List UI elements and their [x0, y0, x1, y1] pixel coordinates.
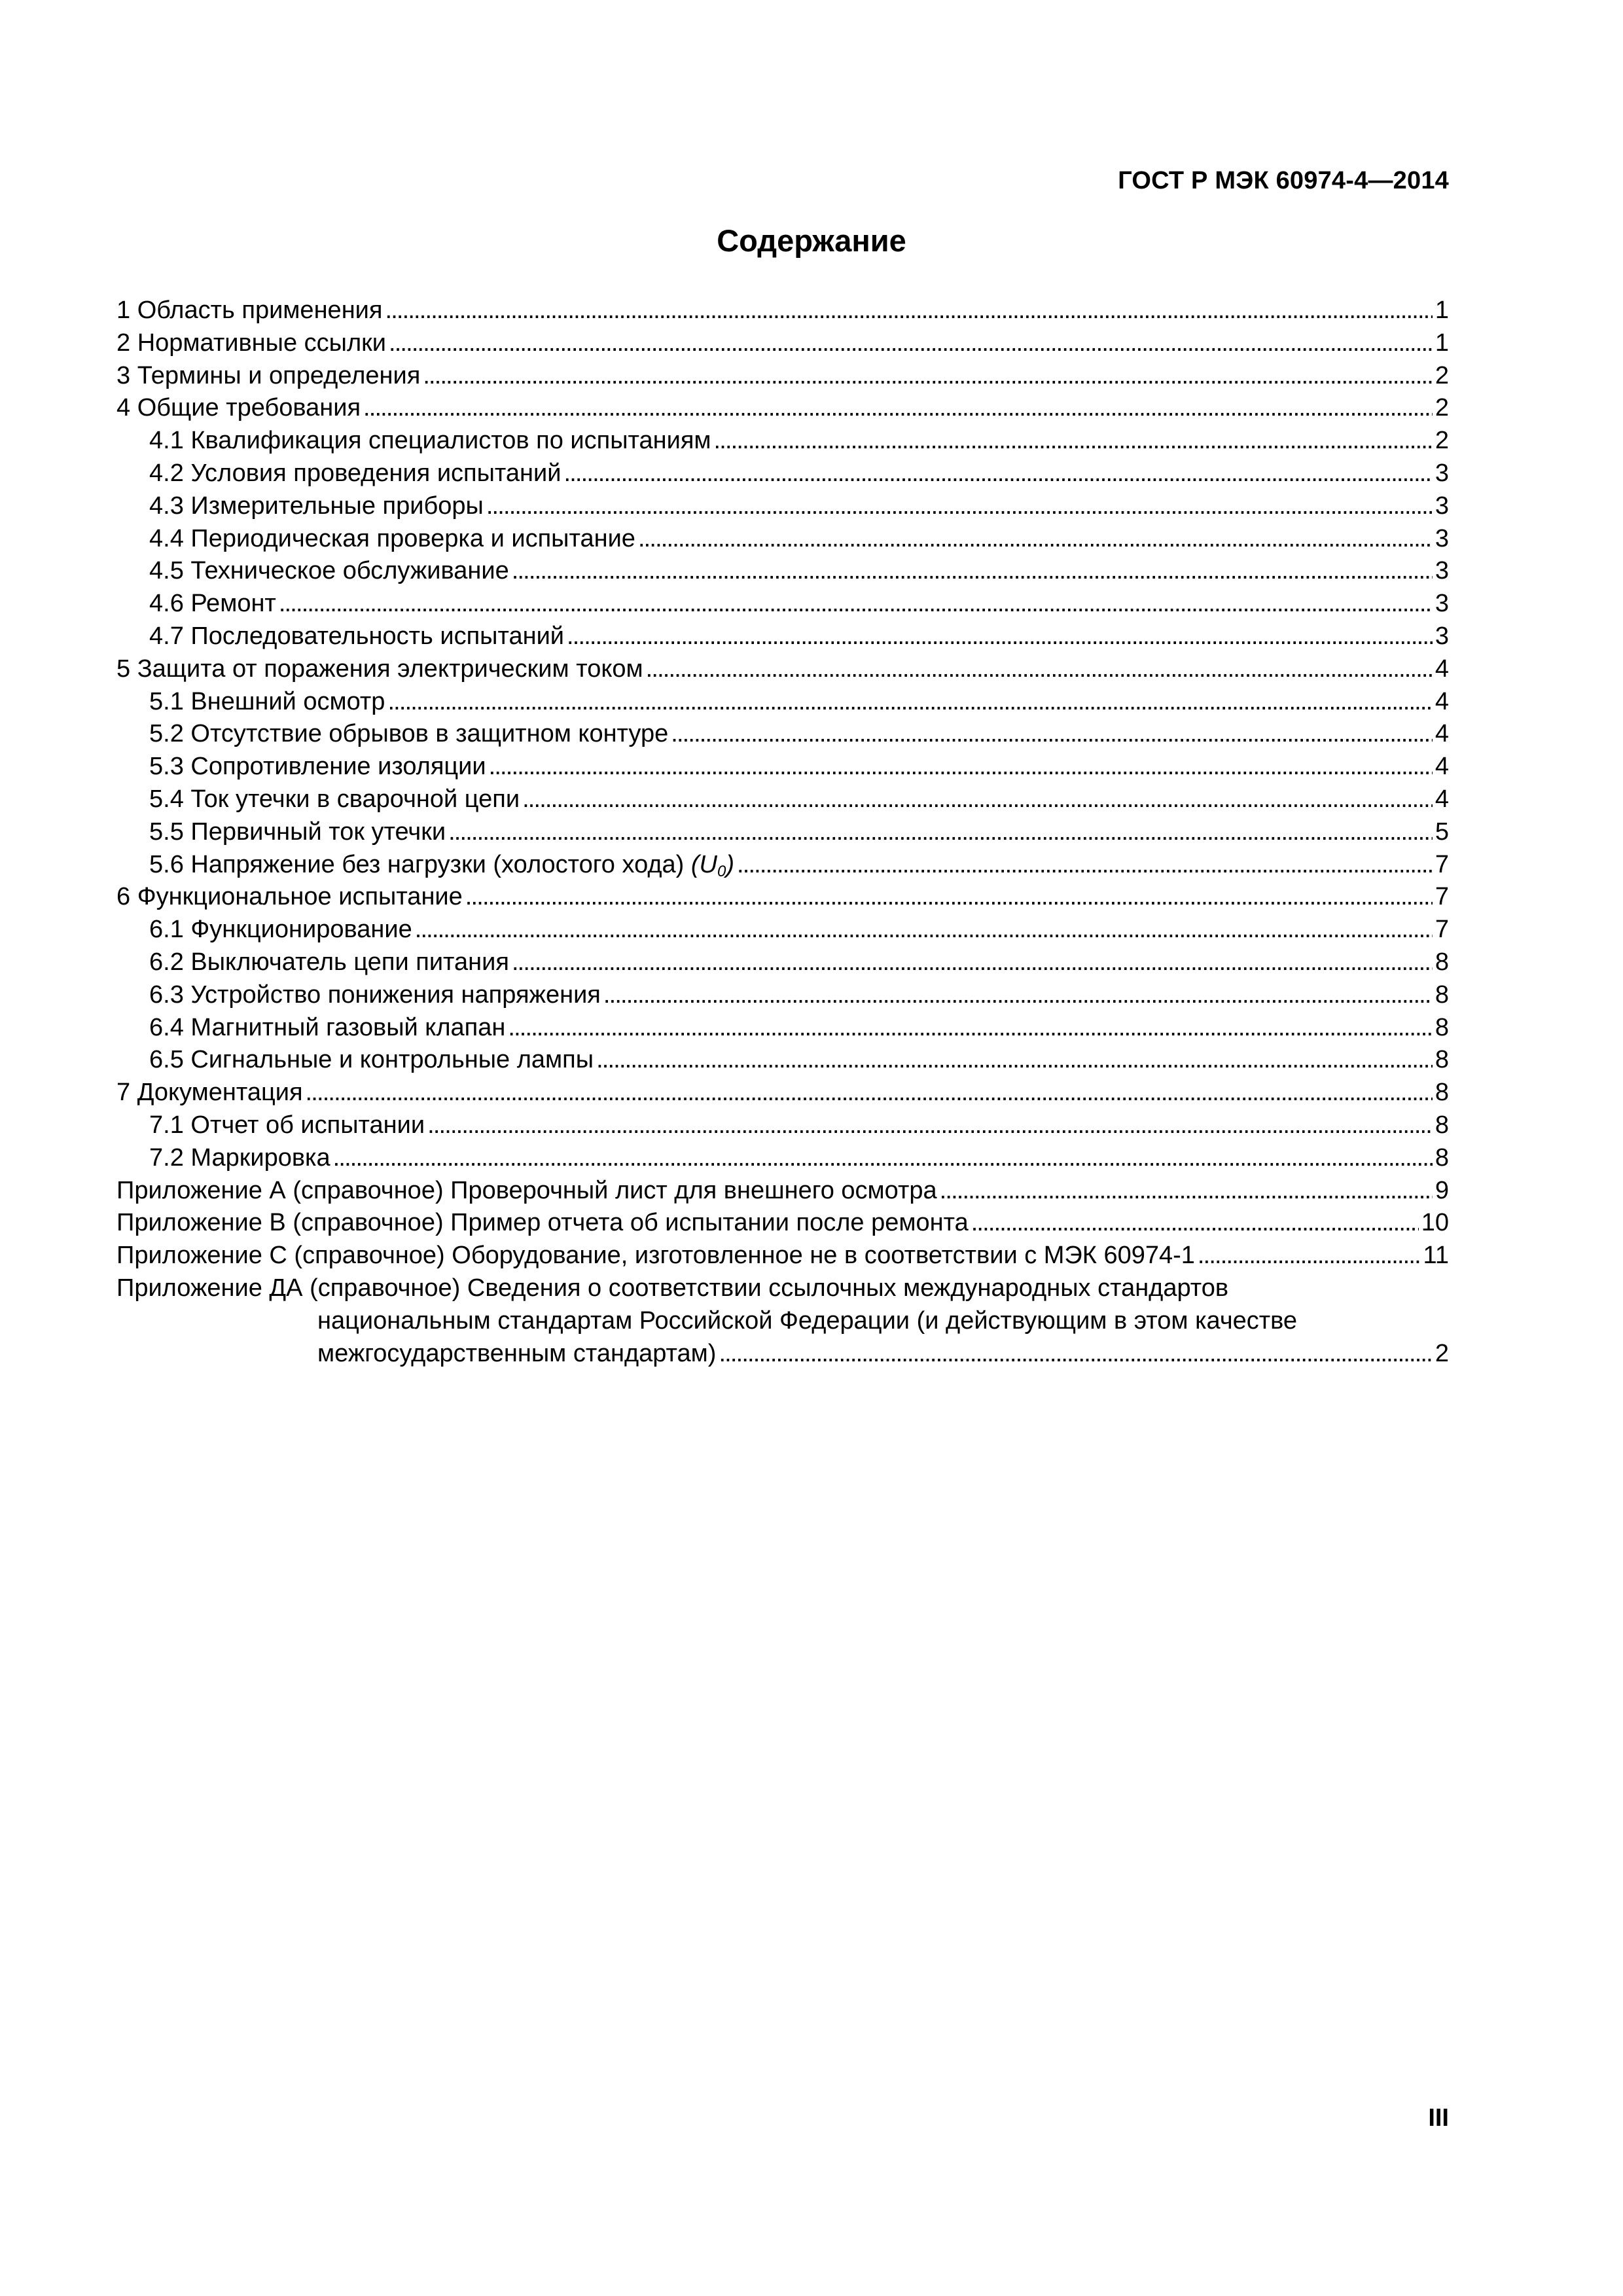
- toc-entry-text: 7.2 Маркировка: [149, 1143, 330, 1172]
- dot-leader: [671, 718, 1433, 751]
- dot-leader: [389, 327, 1433, 360]
- dot-leader: [603, 979, 1433, 1012]
- toc-entry-text-line-2: национальным стандартам Российской Федерации (и действующим в этом качестве: [317, 1306, 1298, 1335]
- toc-entry-text: 5.2 Отсутствие обрывов в защитном контуре: [149, 720, 669, 748]
- toc-entry-4-5[interactable]: [116, 555, 1449, 588]
- toc-entry-text: 6 Функциональное испытание: [116, 883, 463, 911]
- dot-leader: [512, 555, 1433, 588]
- dot-leader: [564, 457, 1433, 490]
- toc-page-number: 8: [1435, 1111, 1449, 1139]
- toc-entry-5-1[interactable]: [116, 686, 1449, 719]
- toc-entry-text-main: 5.6 Напряжение без нагрузки (холостого хода): [149, 850, 691, 878]
- toc-entry-5-2[interactable]: [116, 718, 1449, 751]
- toc-entry-text: Приложение С (справочное) Оборудование, изготовленное не в соответствии с МЭК 60974-1: [116, 1242, 1195, 1270]
- toc-page-number: 8: [1435, 948, 1449, 976]
- toc-entry-4-7[interactable]: [116, 620, 1449, 653]
- dot-leader: [279, 588, 1433, 620]
- dot-leader: [486, 490, 1433, 523]
- toc-entry-text: 4.3 Измерительные приборы: [149, 492, 484, 520]
- dot-leader: [489, 751, 1433, 783]
- toc-entry-text: 4.7 Последовательность испытаний: [149, 622, 565, 650]
- toc-entry-5-6[interactable]: [116, 849, 1449, 882]
- document-id-header: ГОСТ Р МЭК 60974-4—2014: [1118, 167, 1449, 194]
- toc-entry-4-2[interactable]: [116, 457, 1449, 490]
- dot-leader: [971, 1207, 1419, 1240]
- dot-leader: [646, 653, 1433, 686]
- toc-entry-5-3[interactable]: [116, 751, 1449, 783]
- toc-entry-text: 5.4 Ток утечки в сварочной цепи: [149, 785, 520, 813]
- toc-entry-6-3[interactable]: [116, 979, 1449, 1012]
- toc-entry-5[interactable]: [116, 653, 1449, 686]
- toc-entry-text: 5.1 Внешний осмотр: [149, 687, 385, 715]
- toc-page-number: 4: [1435, 655, 1449, 683]
- toc-entry-4-3[interactable]: [116, 490, 1449, 523]
- dot-leader: [423, 360, 1433, 393]
- dot-leader: [512, 946, 1433, 979]
- toc-entry-text: Приложение В (справочное) Пример отчета об испытании после ремонта: [116, 1209, 969, 1237]
- toc-entry-text: 6.2 Выключатель цепи питания: [149, 948, 509, 976]
- dot-leader: [385, 295, 1432, 327]
- toc-entry-4[interactable]: [116, 392, 1449, 425]
- toc-entry-7-2[interactable]: [116, 1142, 1449, 1175]
- dot-leader: [596, 1044, 1433, 1077]
- toc-page-number: 7: [1435, 850, 1449, 878]
- dot-leader: [415, 914, 1433, 946]
- toc-page-number: 8: [1435, 980, 1449, 1009]
- dot-leader: [333, 1142, 1433, 1175]
- toc-entry-1[interactable]: [116, 295, 1449, 327]
- toc-page-number: 8: [1435, 1013, 1449, 1041]
- toc-page-number: 4: [1435, 785, 1449, 813]
- toc-entry-7-1[interactable]: [116, 1109, 1449, 1142]
- toc-entry-7[interactable]: [116, 1077, 1449, 1109]
- toc-entry-appendix-da[interactable]: [116, 1272, 1449, 1370]
- toc-page-number: 4: [1435, 720, 1449, 748]
- toc-entry-4-1[interactable]: [116, 425, 1449, 457]
- symbol-close: ): [726, 850, 735, 878]
- dot-leader: [448, 816, 1433, 849]
- dot-leader: [427, 1109, 1433, 1142]
- dot-leader: [508, 1012, 1433, 1045]
- toc-page-number: 4: [1435, 687, 1449, 715]
- toc-page-number: 3: [1435, 492, 1449, 520]
- toc-entry-6-4[interactable]: [116, 1012, 1449, 1045]
- toc-entry-text: 6.4 Магнитный газовый клапан: [149, 1013, 506, 1041]
- toc-entry-6-5[interactable]: [116, 1044, 1449, 1077]
- toc-page-number: 8: [1435, 1046, 1449, 1074]
- dot-leader: [1198, 1240, 1421, 1272]
- toc-page-number: 4: [1435, 753, 1449, 781]
- dot-leader: [363, 392, 1433, 425]
- toc-page-number: 3: [1435, 524, 1449, 552]
- toc-entry-text: 4.5 Техническое обслуживание: [149, 557, 509, 585]
- toc-page-number: 8: [1435, 1143, 1449, 1172]
- toc-page-number: 7: [1435, 916, 1449, 944]
- toc-entry-text: 6.3 Устройство понижения напряжения: [149, 980, 601, 1009]
- toc-entry-text: 4.6 Ремонт: [149, 590, 276, 618]
- toc-entry-text: 7.1 Отчет об испытании: [149, 1111, 425, 1139]
- toc-entry-4-4[interactable]: [116, 523, 1449, 556]
- toc-entry-text: 5.3 Сопротивление изоляции: [149, 753, 486, 781]
- toc-page-number: 2: [1435, 427, 1449, 455]
- dot-leader: [465, 881, 1433, 914]
- toc-page-number: 1: [1435, 296, 1449, 324]
- toc-entry-text: 4.4 Периодическая проверка и испытание: [149, 524, 635, 552]
- toc-entry-last-line: [116, 1338, 1449, 1371]
- toc-entry-text: 5 Защита от поражения электрическим током: [116, 655, 643, 683]
- dot-leader: [567, 620, 1433, 653]
- toc-page-number: 11: [1423, 1242, 1449, 1270]
- toc-entry-text: 7 Документация: [116, 1079, 303, 1107]
- toc-entry-text: 4 Общие требования: [116, 394, 361, 422]
- toc-page-number: 3: [1435, 622, 1449, 650]
- dot-leader: [714, 425, 1433, 457]
- toc-entry-text-line-3: межгосударственным стандартам): [317, 1339, 717, 1367]
- toc-entry-text: 6.5 Сигнальные и контрольные лампы: [149, 1046, 594, 1074]
- toc-page-number: 3: [1435, 557, 1449, 585]
- toc-entry-text: 4.1 Квалификация специалистов по испытаниям: [149, 427, 711, 455]
- dot-leader: [638, 523, 1433, 556]
- toc-page-number: 7: [1435, 883, 1449, 911]
- toc-page-number: 5: [1435, 817, 1449, 846]
- toc-page-number: 10: [1421, 1209, 1449, 1237]
- dot-leader: [522, 783, 1433, 816]
- toc-entry-5-4[interactable]: [116, 783, 1449, 816]
- toc-entry-appendix-c[interactable]: [116, 1240, 1449, 1272]
- toc-page-number: 3: [1435, 590, 1449, 618]
- toc-entry-text: 2 Нормативные ссылки: [116, 329, 386, 357]
- toc-page-number: 1: [1435, 329, 1449, 357]
- toc-entry-text: 3 Термины и определения: [116, 361, 421, 389]
- toc-entry-appendix-a[interactable]: [116, 1175, 1449, 1208]
- toc-entry-text-line-1: Приложение ДА (справочное) Сведения о соответствии ссылочных международных стандартов: [116, 1274, 1229, 1302]
- toc-page-number: 8: [1435, 1079, 1449, 1107]
- toc-page-number: 2: [1435, 361, 1449, 389]
- toc-entry-text: 1 Область применения: [116, 296, 383, 324]
- toc-page-number: 9: [1435, 1176, 1449, 1204]
- toc-entry-4-6[interactable]: [116, 588, 1449, 620]
- table-of-contents: [116, 295, 1449, 1370]
- voltage-symbol: [691, 851, 734, 878]
- dot-leader: [387, 686, 1432, 719]
- toc-page-number: 2: [1435, 394, 1449, 422]
- toc-entry-2[interactable]: [116, 327, 1449, 360]
- toc-page-number: 2: [1435, 1339, 1449, 1367]
- page-number-footer: III: [1428, 2104, 1449, 2132]
- toc-entry-text: Приложение А (справочное) Проверочный лист для внешнего осмотра: [116, 1176, 937, 1204]
- toc-entry-text: 5.5 Первичный ток утечки: [149, 817, 446, 846]
- toc-entry-5-5[interactable]: [116, 816, 1449, 849]
- page-title: Содержание: [717, 223, 906, 258]
- symbol-u: (U: [690, 850, 718, 878]
- toc-entry-text: 4.2 Условия проведения испытаний: [149, 459, 562, 487]
- toc-page-number: 3: [1435, 459, 1449, 487]
- toc-entry-6[interactable]: [116, 881, 1449, 914]
- dot-leader: [306, 1077, 1433, 1109]
- dot-leader: [940, 1175, 1433, 1208]
- symbol-subscript: 0: [717, 862, 726, 880]
- toc-entry-appendix-b[interactable]: [116, 1207, 1449, 1240]
- toc-entry-6-1[interactable]: [116, 914, 1449, 946]
- toc-entry-6-2[interactable]: [116, 946, 1449, 979]
- dot-leader: [719, 1338, 1432, 1371]
- dot-leader: [737, 849, 1433, 882]
- toc-entry-text: 6.1 Функционирование: [149, 916, 412, 944]
- toc-entry-3[interactable]: [116, 360, 1449, 393]
